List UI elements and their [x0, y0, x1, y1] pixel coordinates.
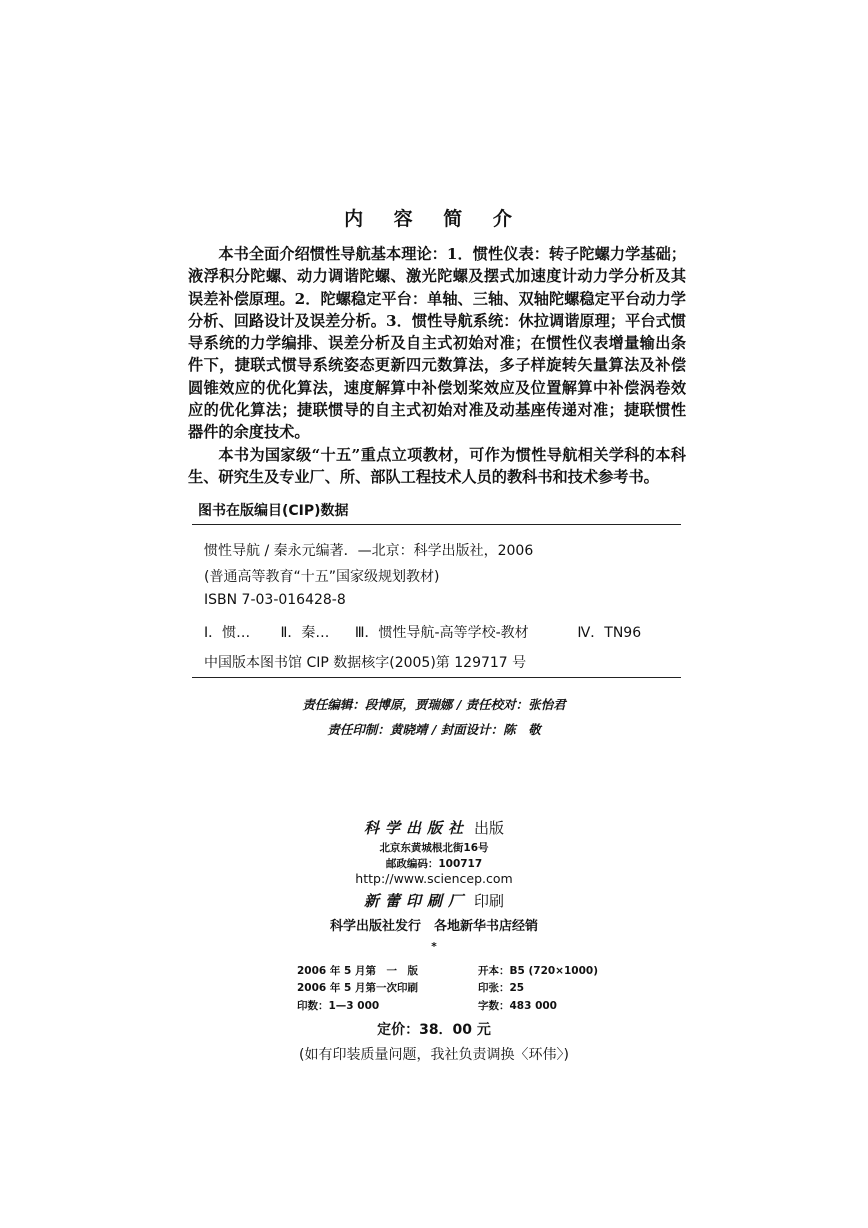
cip-record: 中国版本图书馆 CIP 数据核字(2005)第 129717 号 [204, 655, 527, 671]
cip-class-3: Ⅲ．惯性导航-高等学校-教材 [354, 625, 529, 641]
print-sheets: 印张：25 [478, 982, 525, 994]
cip-isbn: ISBN 7-03-016428-8 [204, 592, 346, 608]
separator-mark: * [431, 941, 437, 953]
printer-action: 印刷 [474, 892, 505, 910]
publisher-address: 北京东黄城根北街16号 [379, 842, 489, 854]
cip-class-4: Ⅳ．TN96 [577, 625, 642, 641]
printer-line [0, 890, 868, 911]
credits-line-1: 责任编辑：段博原，贾瑞娜 / 责任校对：张怡君 [302, 697, 566, 712]
publisher-name: 科学出版社 [363, 819, 469, 837]
intro-paragraph-2: 本书为国家级“十五”重点立项教材，可作为惯性导航相关学科的本科生、研究生及专业厂、所、部队工程技术人员的教科书和技术参考书。 [188, 445, 686, 486]
cip-rule-bottom [192, 677, 681, 678]
printing-date: 2006 年 5 月第一次印刷 [297, 982, 418, 994]
credits-line-2: 责任印制：黄晓靖 / 封面设计：陈 敬 [327, 722, 541, 737]
cip-heading: 图书在版编目(CIP)数据 [198, 503, 349, 519]
cip-title-line: 惯性导航 / 秦永元编著．—北京：科学出版社，2006 [204, 543, 534, 559]
cip-class-1: Ⅰ．惯… [204, 625, 251, 641]
cip-classification [204, 622, 641, 642]
distribution-line: 科学出版社发行 各地新华书店经销 [329, 919, 538, 934]
publisher-url: http://www.sciencep.com [355, 871, 513, 886]
publisher-postcode: 邮政编码：100717 [385, 858, 483, 870]
quality-notice: (如有印装质量问题，我社负责调换〈环伟〉) [299, 1047, 569, 1063]
intro-text [188, 243, 686, 488]
word-count: 字数：483 000 [478, 1000, 557, 1012]
print-run: 印数：1—3 000 [297, 1000, 380, 1012]
cip-class-2: Ⅱ．秦… [280, 625, 330, 641]
book-format: 开本：B5 (720×1000) [478, 965, 599, 977]
price: 定价：38．00 元 [377, 1022, 491, 1038]
cip-rule-top [192, 524, 681, 525]
publisher-action: 出版 [474, 819, 505, 837]
publisher-line [0, 817, 868, 838]
page-title: 内 容 简 介 [344, 208, 524, 230]
cip-series-line: (普通高等教育“十五”国家级规划教材) [204, 569, 440, 585]
intro-paragraph-1: 本书全面介绍惯性导航基本理论：1．惯性仪表：转子陀螺力学基础；液浮积分陀螺、动力调谐陀螺、激光陀螺及摆式加速度计动力学分析及其误差补偿原理。2．陀螺稳定平台：单轴、三轴、双轴陀螺稳定平台动力学分析、回路设计及误差分析。3．惯性导航系统：休拉调谐原理；平台式惯导系统的力学编排、误差分析及自主式初始对准；在惯性仪表增量输出条件下，捷联式惯导系统姿态更新四元数算法，多子样旋转矢量算法及补偿圆锥效应的优化算法，速度解算中补偿划桨效应及位置解算中补偿涡卷效应的优化算法；捷联惯导的自主式初始对准及动基座传递对准；捷联惯性器件的余度技术。 [188, 245, 686, 442]
edition-date: 2006 年 5 月第 一 版 [297, 965, 418, 977]
printer-name: 新蕾印刷厂 [363, 892, 469, 910]
